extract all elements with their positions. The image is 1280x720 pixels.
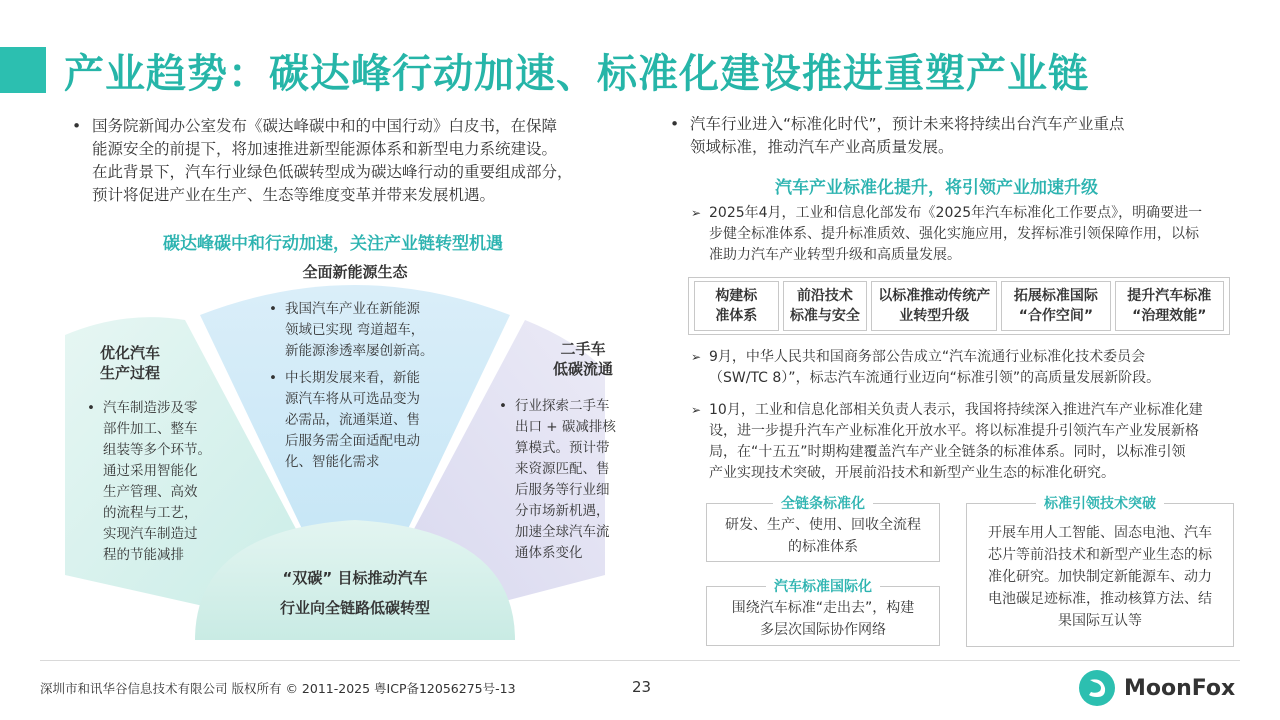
sector-middle-title: 全面新能源生态 [302, 263, 408, 281]
sector-left-title-line: 生产过程 [99, 364, 160, 382]
sector-left-line: 组装等多个环节。 [103, 442, 211, 458]
right-p1-line: 准助力汽车产业转型升级和高质量发展。 [709, 247, 961, 263]
core-message [225, 563, 485, 623]
sector-right-line: 来资源匹配、售 [515, 461, 610, 477]
right-p2-line: （SW/TC 8）”，标志汽车流通行业迈向“标准引领”的高质量发展新阶段。 [709, 370, 1161, 386]
box-heading-text: 标准引领技术突破 [1036, 496, 1164, 512]
sector-right-line: 分市场新机遇， [515, 503, 610, 519]
right-p3-line: 产业实现技术突破，开展前沿技术和新型产业生态的标准化研究。 [709, 465, 1115, 481]
left-intro [72, 115, 652, 207]
right-p1-line: 步健全标准体系、提升标准质效、强化实施应用，发挥标准引领保障作用，以标 [709, 226, 1199, 242]
arrow-bullet-icon: ➢ [691, 350, 702, 364]
box-tech-breakthrough [966, 496, 1234, 647]
standard-goal-cell [694, 281, 779, 331]
sector-middle-line: 源汽车将从可选品变为 [285, 391, 420, 407]
sector-left-line: 汽车制造涉及零 [103, 400, 198, 416]
box-line: 芯片等前沿技术和新型产业生态的标 [988, 547, 1212, 563]
left-intro-line: 预计将促进产业在生产、生态等维度变革并带来发展机遇。 [92, 186, 496, 204]
cell-line: 准体系 [715, 308, 758, 324]
box-heading [967, 493, 1233, 515]
bullet-dot: • [269, 370, 277, 386]
right-p3-line: 设，进一步提升汽车产业标准化开放水平。将以标准提升引领汽车产业发展新格 [709, 423, 1199, 439]
sector-middle-line: 后服务需全面适配电动 [285, 433, 420, 449]
box-international-standard [706, 579, 940, 646]
arrow-bullet-icon: ➢ [691, 403, 702, 417]
right-paragraph-1 [691, 203, 1234, 266]
sector-middle-line: 必需品，流通渠道、售 [285, 412, 420, 428]
box-full-chain-standard [706, 496, 940, 562]
cell-line: 前沿技术 [796, 288, 853, 304]
standard-goals-table [688, 277, 1230, 335]
cell-line: “合作空间” [1018, 308, 1094, 324]
box-heading [707, 576, 939, 598]
standard-goal-cell [783, 281, 868, 331]
box-line: 的标准体系 [788, 539, 858, 555]
sector-middle-line: 新能源渗透率屡创新高。 [285, 343, 434, 359]
sector-middle-line: 我国汽车产业在新能源 [285, 301, 420, 317]
left-intro-line: 国务院新闻办公室发布《碳达峰碳中和的中国行动》白皮书，在保障 [92, 117, 558, 135]
sector-left-line: 实现汽车制造过 [103, 526, 198, 542]
sector-right-title-line: 二手车 [560, 340, 606, 358]
sector-middle-line: 中长期发展来看，新能 [285, 370, 420, 386]
bullet-dot: • [499, 398, 507, 414]
page-number: 23 [632, 678, 652, 696]
box-line: 围绕汽车标准“走出去”，构建 [731, 600, 915, 616]
moonfox-logo [1078, 669, 1235, 707]
standard-goal-cell [1001, 281, 1110, 331]
box-line: 研发、生产、使用、回收全流程 [725, 517, 921, 533]
box-line: 电池碳足迹标准，推动核算方法、结 [988, 591, 1212, 607]
cell-line: 以标准推动传统产 [878, 288, 991, 304]
cell-line: 标准与安全 [789, 308, 860, 324]
sector-left-line: 程的节能减排 [103, 547, 184, 563]
core-message-line: “双碳” 目标推动汽车 [282, 569, 428, 587]
cell-line: 构建标 [715, 288, 758, 304]
right-intro-line: 领域标准，推动汽车产业高质量发展。 [690, 138, 954, 156]
sector-right-line: 出口 + 碳减排核 [515, 419, 616, 435]
sector-right-title [533, 339, 633, 379]
bullet-dot: • [269, 301, 277, 317]
right-p3-line: 局，在“十五五”时期构建覆盖汽车产业全链条的标准体系。同时，以标准引领 [709, 444, 1186, 460]
right-intro-line: 汽车行业进入“标准化时代”，预计未来将持续出台汽车产业重点 [690, 115, 1125, 133]
sector-middle-line: 化、智能化需求 [285, 454, 380, 470]
sector-left-line: 部件加工、整车 [103, 421, 198, 437]
sector-left-text [87, 398, 218, 566]
box-line: 果国际互认等 [1058, 613, 1142, 629]
sector-right-title-line: 低碳流通 [552, 360, 613, 378]
page-title: 产业趋势：碳达峰行动加速、标准化建设推进重塑产业链 [64, 51, 1089, 97]
left-section-heading: 碳达峰碳中和行动加速，关注产业链转型机遇 [163, 234, 503, 254]
box-line: 多层次国际协作网络 [760, 622, 886, 638]
arrow-bullet-icon: ➢ [691, 206, 702, 220]
sector-left-title-line: 优化汽车 [99, 344, 160, 362]
right-p1-line: 2025年4月，工业和信息化部发布《2025年汽车标准化工作要点》，明确要进一 [709, 205, 1203, 221]
cell-line: 业转型升级 [899, 308, 970, 324]
sector-right-line: 加速全球汽车流 [515, 524, 610, 540]
cell-line: 拓展标准国际 [1013, 288, 1098, 304]
bullet-dot: • [87, 400, 95, 416]
bullet-dot: • [670, 115, 680, 133]
right-paragraph-2 [691, 347, 1234, 389]
sector-right-line: 后服务等行业细 [515, 482, 610, 498]
sector-middle-text [269, 299, 455, 362]
title-accent-bar [0, 47, 46, 93]
sector-right-line: 行业探索二手车 [515, 398, 610, 414]
right-paragraph-3 [691, 400, 1234, 484]
standard-goal-cell [871, 281, 997, 331]
sector-middle-line: 领域已实现 弯道超车， [285, 322, 425, 338]
cell-line: 提升汽车标准 [1127, 288, 1212, 304]
box-heading-text: 全链条标准化 [773, 496, 873, 512]
footer-divider [40, 660, 1240, 661]
sector-middle-text-2 [269, 368, 455, 473]
moonfox-logo-icon [1078, 669, 1116, 707]
sector-left-line: 通过采用智能化 [103, 463, 198, 479]
sector-right-text [499, 396, 630, 564]
box-heading [707, 493, 939, 515]
box-line: 开展车用人工智能、固态电池、汽车 [988, 525, 1212, 541]
cell-line: “治理效能” [1132, 308, 1207, 324]
right-p2-line: 9月，中华人民共和国商务部公告成立“汽车流通行业标准化技术委员会 [709, 349, 1146, 365]
right-section-heading: 汽车产业标准化提升，将引领产业加速升级 [775, 178, 1098, 198]
box-line: 准化研究。加快制定新能源车、动力 [988, 569, 1212, 585]
core-message-line: 行业向全链路低碳转型 [279, 599, 430, 617]
standard-goal-cell [1115, 281, 1224, 331]
bullet-dot: • [72, 117, 82, 135]
sector-left-line: 的流程与工艺， [103, 505, 198, 521]
sector-right-line: 通体系变化 [515, 545, 583, 561]
footer-copyright: 深圳市和讯华谷信息技术有限公司 版权所有 © 2011-2025 粤ICP备12056275号-13 [40, 681, 516, 696]
right-intro [670, 113, 1230, 159]
sector-left-title [80, 343, 180, 383]
left-intro-line: 在此背景下，汽车行业绿色低碳转型成为碳达峰行动的重要组成部分， [92, 163, 573, 181]
left-intro-line: 能源安全的前提下，将加速推进新型能源体系和新型电力系统建设。 [92, 140, 558, 158]
right-p3-line: 10月，工业和信息化部相关负责人表示，我国将持续深入推进汽车产业标准化建 [709, 402, 1203, 418]
moonfox-logo-text: MoonFox [1124, 675, 1236, 701]
box-heading-text: 汽车标准国际化 [766, 579, 880, 595]
sector-right-line: 算模式。预计带 [515, 440, 610, 456]
sector-left-line: 生产管理、高效 [103, 484, 198, 500]
